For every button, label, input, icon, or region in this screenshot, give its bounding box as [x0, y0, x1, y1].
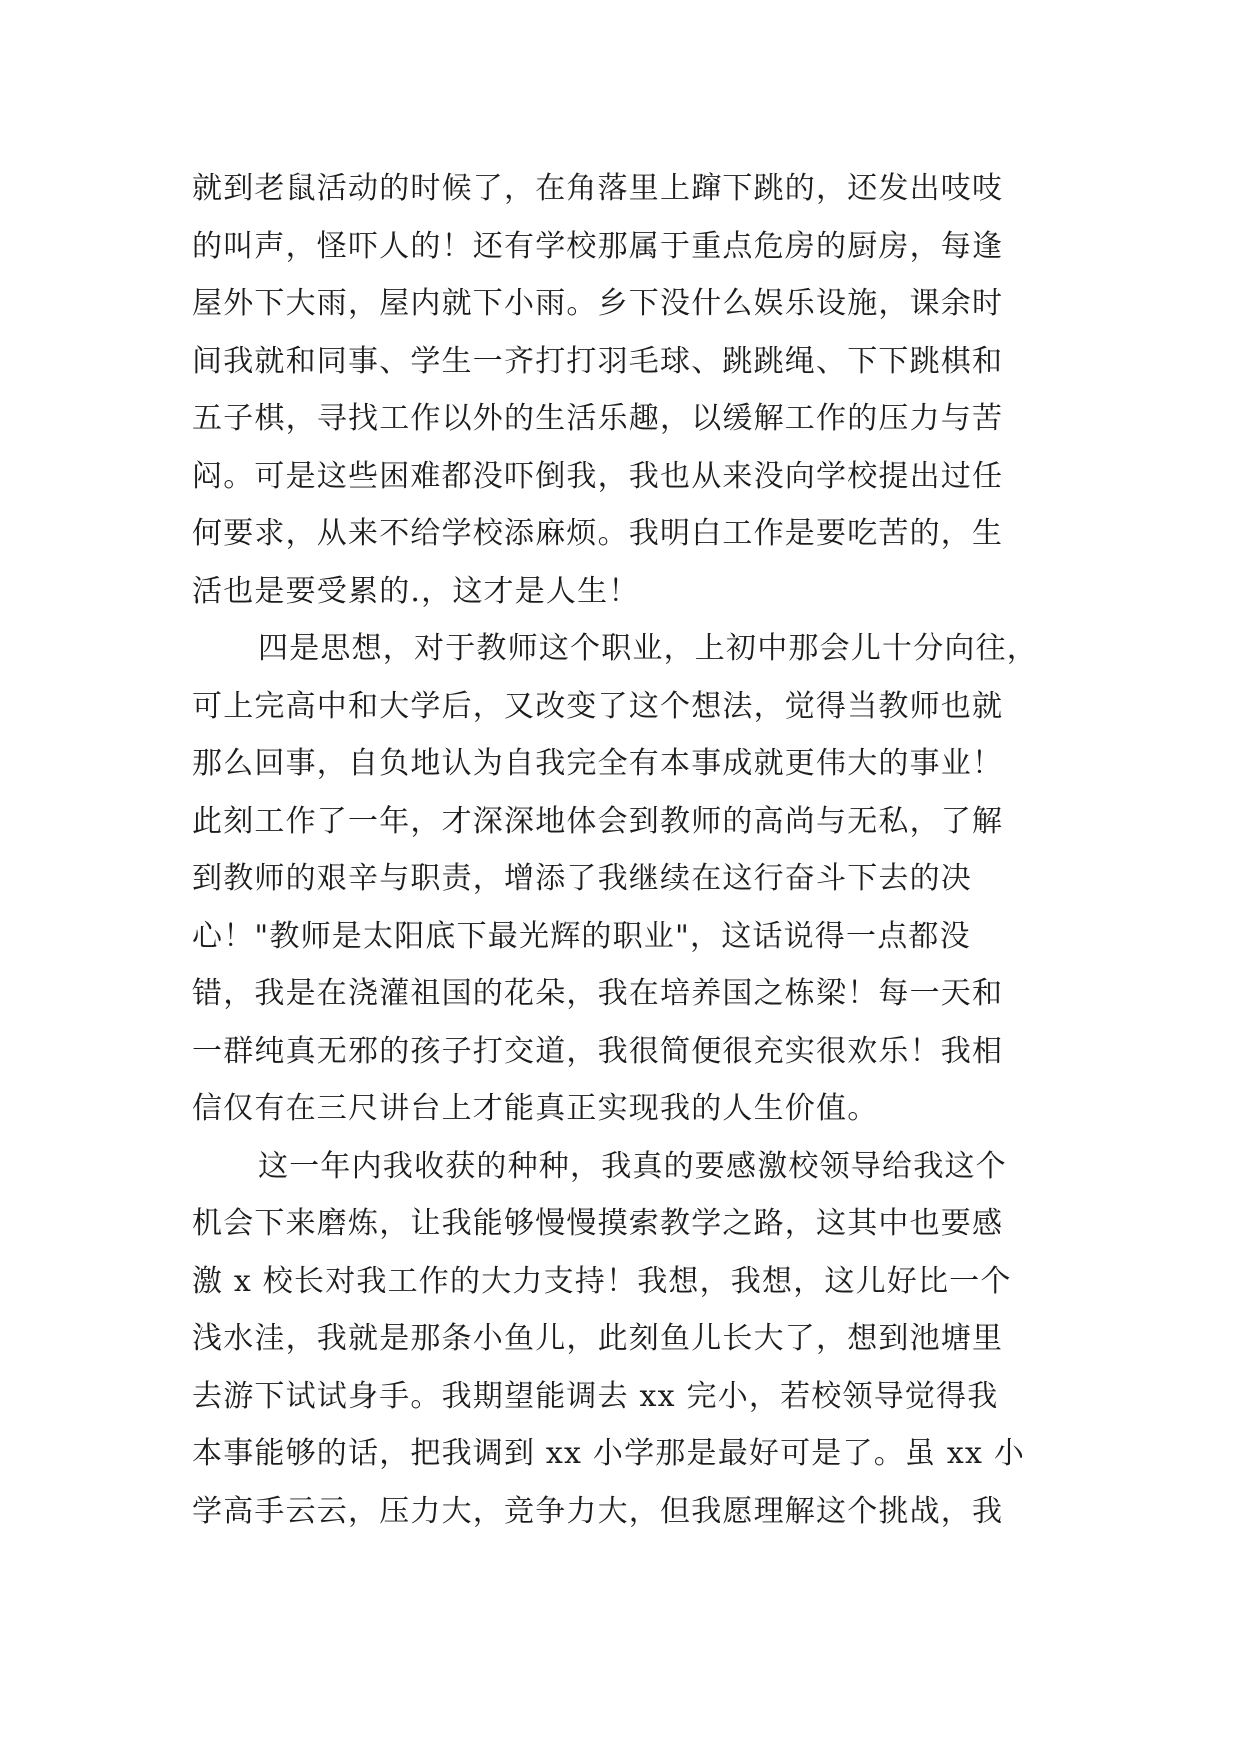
text-line: 一群纯真无邪的孩子打交道，我很简便很充实很欢乐！我相	[192, 1033, 1004, 1069]
paragraph-start-line: 四是思想，对于教师这个职业，上初中那会儿十分向往，	[258, 631, 1038, 666]
text-line: 浅水洼，我就是那条小鱼儿，此刻鱼儿长大了，想到池塘里	[192, 1321, 1004, 1356]
text-line: 就到老鼠活动的时候了，在角落里上蹿下跳的，还发出吱吱	[192, 171, 1004, 206]
text-line: 何要求，从来不给学校添麻烦。我明白工作是要吃苦的，生	[192, 516, 1004, 551]
text-line: 间我就和同事、学生一齐打打羽毛球、跳跳绳、下下跳棋和	[192, 343, 1004, 379]
text-line: 本事能够的话，把我调到 xx 小学那是最好可是了。虽 xx 小	[192, 1436, 1026, 1471]
text-line: 去游下试试身手。我期望能调去 xx 完小，若校领导觉得我	[192, 1378, 999, 1414]
text-line: 激 x 校长对我工作的大力支持！我想，我想，这儿好比一个	[192, 1263, 1012, 1299]
body-text	[192, 160, 1062, 1540]
paragraph-start-line: 这一年内我收获的种种，我真的要感激校领导给我这个	[258, 1148, 1007, 1184]
text-line: 那么回事，自负地认为自我完全有本事成就更伟大的事业！	[192, 746, 1004, 781]
text-line: 活也是要受累的.，这才是人生！	[192, 573, 640, 609]
text-line: 的叫声，怪吓人的！还有学校那属于重点危房的厨房，每逢	[192, 228, 1004, 264]
text-line: 信仅有在三尺讲台上才能真正实现我的人生价值。	[192, 1091, 879, 1126]
text-line: 可上完高中和大学后，又改变了这个想法，觉得当教师也就	[192, 688, 1004, 724]
text-line: 机会下来磨炼，让我能够慢慢摸索教学之路，这其中也要感	[192, 1206, 1004, 1241]
text-line: 闷。可是这些困难都没吓倒我，我也从来没向学校提出过任	[192, 458, 1004, 494]
text-line: 屋外下大雨，屋内就下小雨。乡下没什么娱乐设施，课余时	[192, 286, 1004, 321]
text-line: 学高手云云，压力大，竞争力大，但我愿理解这个挑战，我	[192, 1493, 1004, 1529]
text-line: 错，我是在浇灌祖国的花朵，我在培养国之栋梁！每一天和	[192, 976, 1004, 1011]
text-line: 到教师的艰辛与职责，增添了我继续在这行奋斗下去的决	[192, 861, 972, 896]
text-line: 此刻工作了一年，才深深地体会到教师的高尚与无私，了解	[192, 803, 1004, 839]
text-line: 心！"教师是太阳底下最光辉的职业"，这话说得一点都没	[192, 918, 971, 954]
text-line: 五子棋，寻找工作以外的生活乐趣，以缓解工作的压力与苦	[192, 401, 1004, 436]
